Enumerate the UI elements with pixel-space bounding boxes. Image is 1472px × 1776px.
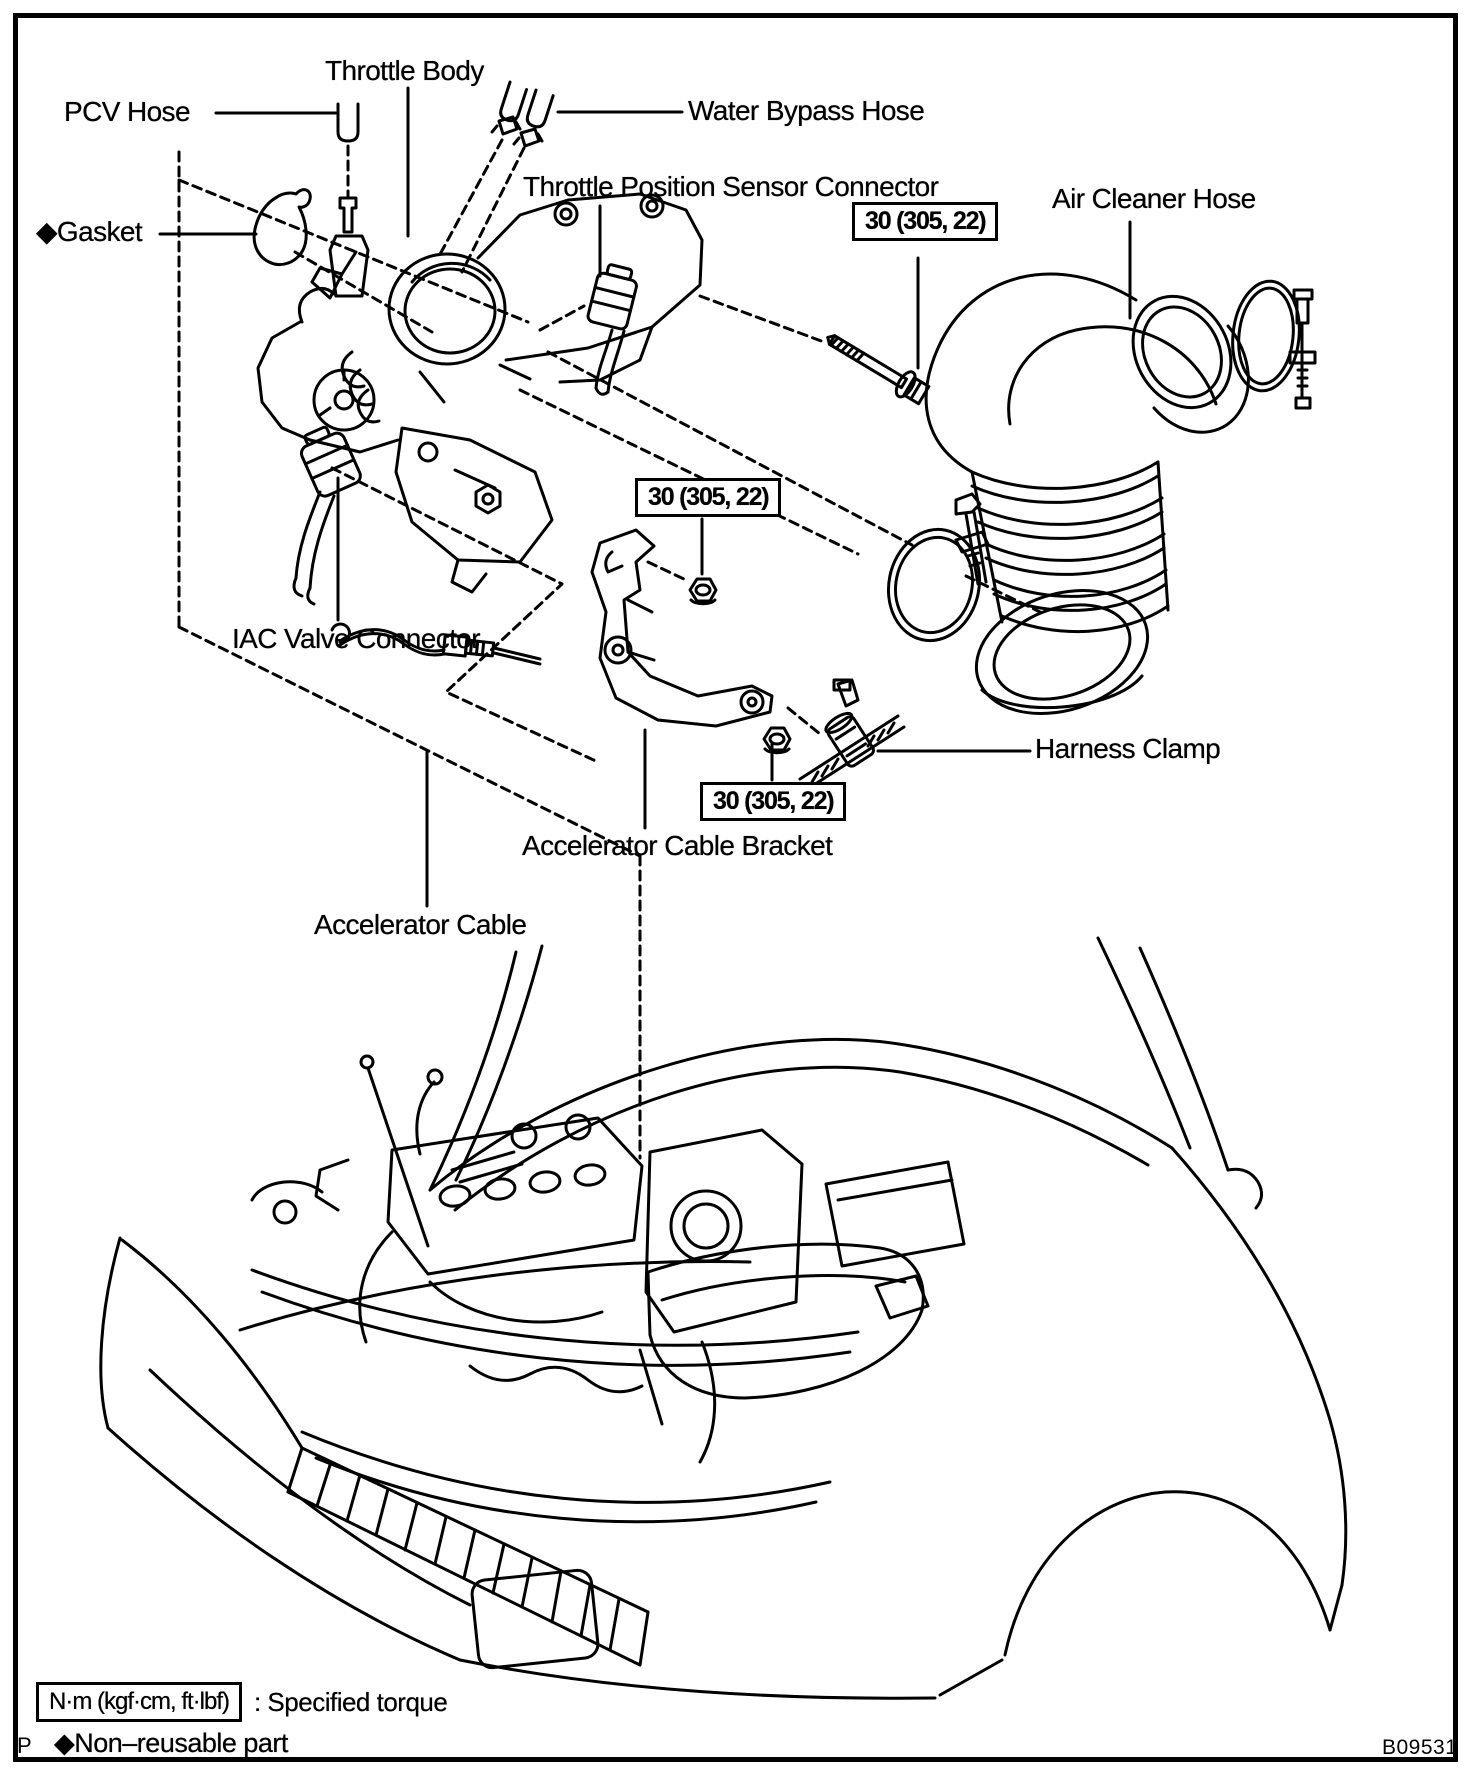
page-marker: P: [17, 1733, 32, 1758]
torque-units-box: N·m (kgf·cm, ft·lbf): [36, 1682, 242, 1722]
non-reusable-note: ◆Non–reusable part: [54, 1728, 288, 1758]
vehicle-front-drawing: [101, 938, 1346, 1698]
iac-valve-connector-label: IAC Valve Connector: [232, 623, 480, 654]
accelerator-cable-label: Accelerator Cable: [314, 909, 527, 940]
hose-clamp-left-drawing: [878, 494, 989, 649]
figure-code: B09531: [1382, 1736, 1458, 1759]
throttle-body-drawing: [258, 194, 702, 592]
water-bypass-hose-label: Water Bypass Hose: [688, 95, 925, 126]
torque-note: : Specified torque: [253, 1686, 448, 1717]
torque-legend: [36, 1682, 447, 1722]
water-bypass-hose-drawing: [492, 82, 553, 146]
bracket-nut-drawings: [690, 579, 790, 753]
gasket-label: ◆Gasket: [36, 216, 143, 247]
torque-spec-box-lower-nut: 30 (305, 22): [700, 782, 846, 821]
throttle-body-label: Throttle Body: [325, 55, 484, 86]
gasket-drawing: [254, 190, 310, 265]
pcv-hose-label: PCV Hose: [64, 96, 190, 127]
harness-clamp-label: Harness Clamp: [1035, 733, 1221, 764]
torque-spec-box-bolt: 30 (305, 22): [852, 202, 998, 241]
accelerator-cable-bracket-drawing: [592, 530, 772, 726]
throttle-position-sensor-connector-label: Throttle Position Sensor Connector: [523, 171, 939, 202]
air-cleaner-hose-label: Air Cleaner Hose: [1052, 183, 1256, 214]
air-cleaner-hose-drawing: [926, 274, 1250, 734]
accelerator-cable-bracket-label: Accelerator Cable Bracket: [522, 830, 833, 861]
mounting-bolt-drawing: [821, 325, 931, 407]
torque-spec-box-upper-nut: 30 (305, 22): [635, 478, 781, 517]
